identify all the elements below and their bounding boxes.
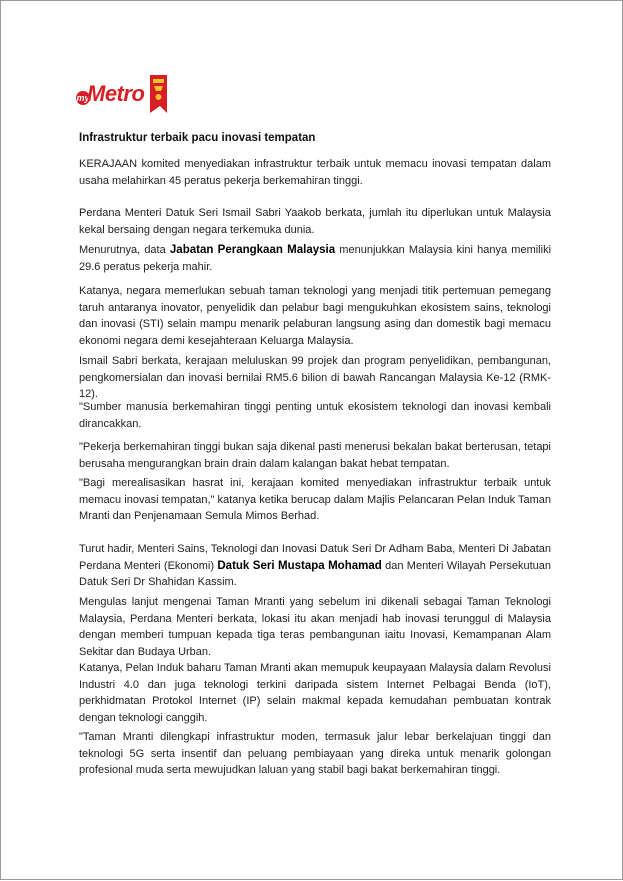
paragraph-text: dan Menteri Wilayah Persekutuan Datuk Seri Dr Shahidan Kassim. — [79, 559, 551, 588]
logo-metro-text: Metro — [87, 81, 145, 106]
article-paragraph: Katanya, Pelan Induk baharu Taman Mranti akan memupuk keupayaan Malaysia dalam Revolusi Industri 4.0 dan juga teknologi terkini daripada sistem Internet Pelbagai Benda (IoT), perkhidmatan Protokol Internet (IP) selain makmal kepada kemudahan pembuatan kontrak dengan teknologi canggih. — [79, 662, 551, 724]
logo-my-text: my — [76, 93, 90, 103]
article-paragraph: "Pekerja berkemahiran tinggi bukan saja dikenal pasti menerusi bekalan bakat berterusan, tetapi berusaha mengurangkan brain drain dalam kalangan bakat hebat tempatan. — [79, 441, 551, 470]
article-paragraph: "Taman Mranti dilengkapi infrastruktur moden, termasuk jalur lebar berkelajuan tinggi dan teknologi 5G serta insentif dan peluang pembiayaan yang direka untuk menarik golongan profesional muda serta mewujudkan laluan yang stabil bagi bakat berkemahiran tinggi. — [79, 731, 551, 776]
article-paragraph: Ismail Sabri berkata, kerajaan meluluskan 99 projek dan program penyelidikan, pembangunan, pengkomersialan dan inovasi bernilai RM5.6 bilion di bawah Rancangan Malaysia Ke-12 (RMK-12). — [79, 355, 551, 400]
article-paragraph: Mengulas lanjut mengenai Taman Mranti yang sebelum ini dikenali sebagai Taman Teknologi Malaysia, Perdana Menteri berkata, lokasi itu akan menjadi hab inovasi terunggul di Malaysia dengan memberi tumpuan kepada tiga teras pembangunan iaitu Inovasi, Kemampanan Alam Sekitar dan Budaya Urban. — [79, 596, 551, 658]
highlight-link[interactable]: Jabatan Perangkaan Malaysia — [169, 244, 336, 256]
article-headline: Infrastruktur terbaik pacu inovasi tempatan — [79, 132, 316, 144]
document-page — [1, 1, 623, 881]
article-paragraph: Perdana Menteri Datuk Seri Ismail Sabri Yaakob berkata, jumlah itu diperlukan untuk Malaysia kekal bersaing dengan negara terkemuka dunia. — [79, 207, 551, 236]
article-paragraph — [79, 242, 551, 275]
article-paragraph: "Sumber manusia berkemahiran tinggi penting untuk ekosistem teknologi dan inovasi kembali dirancakkan. — [79, 401, 551, 430]
article-paragraph: Katanya, negara memerlukan sebuah taman teknologi yang menjadi titik pertemuan pemegang taruh antaranya inovator, penyelidik dan pelabur bagi mengukuhkan ekosistem sains, teknologi dan inovasi (STI) selain mampu menarik pelaburan langsung asing dan domestik bagi memacu ekonomi negara demi kesejahteraan Keluarga Malaysia. — [79, 285, 551, 347]
logo-flag-icon — [148, 75, 167, 113]
article-paragraph: "Bagi merealisasikan hasrat ini, kerajaan komited menyediakan infrastruktur terbaik untuk memacu inovasi tempatan," katanya ketika berucap dalam Majlis Pelancaran Pelan Induk Taman Mranti dan Penjenamaan Semula Mimos Berhad. — [79, 477, 551, 522]
article-paragraph — [79, 541, 551, 591]
article-paragraph: KERAJAAN komited menyediakan infrastruktur terbaik untuk memacu inovasi tempatan dalam usaha melahirkan 45 peratus pekerja berkemahiran tinggi. — [79, 158, 551, 187]
hmetro-logo — [75, 75, 167, 117]
paragraph-text: menunjukkan Malaysia kini hanya memiliki 29.6 peratus pekerja mahir. — [79, 244, 552, 273]
paragraph-text: Turut hadir, Menteri Sains, Teknologi dan Inovasi Datuk Seri Dr Adham Baba, Menteri Di Jabatan Perdana Menteri (Ekonomi) — [79, 543, 551, 572]
highlight-link[interactable]: Datuk Seri Mustapa Mohamad — [217, 559, 382, 572]
paragraph-text: Menurutnya, data — [79, 244, 170, 256]
